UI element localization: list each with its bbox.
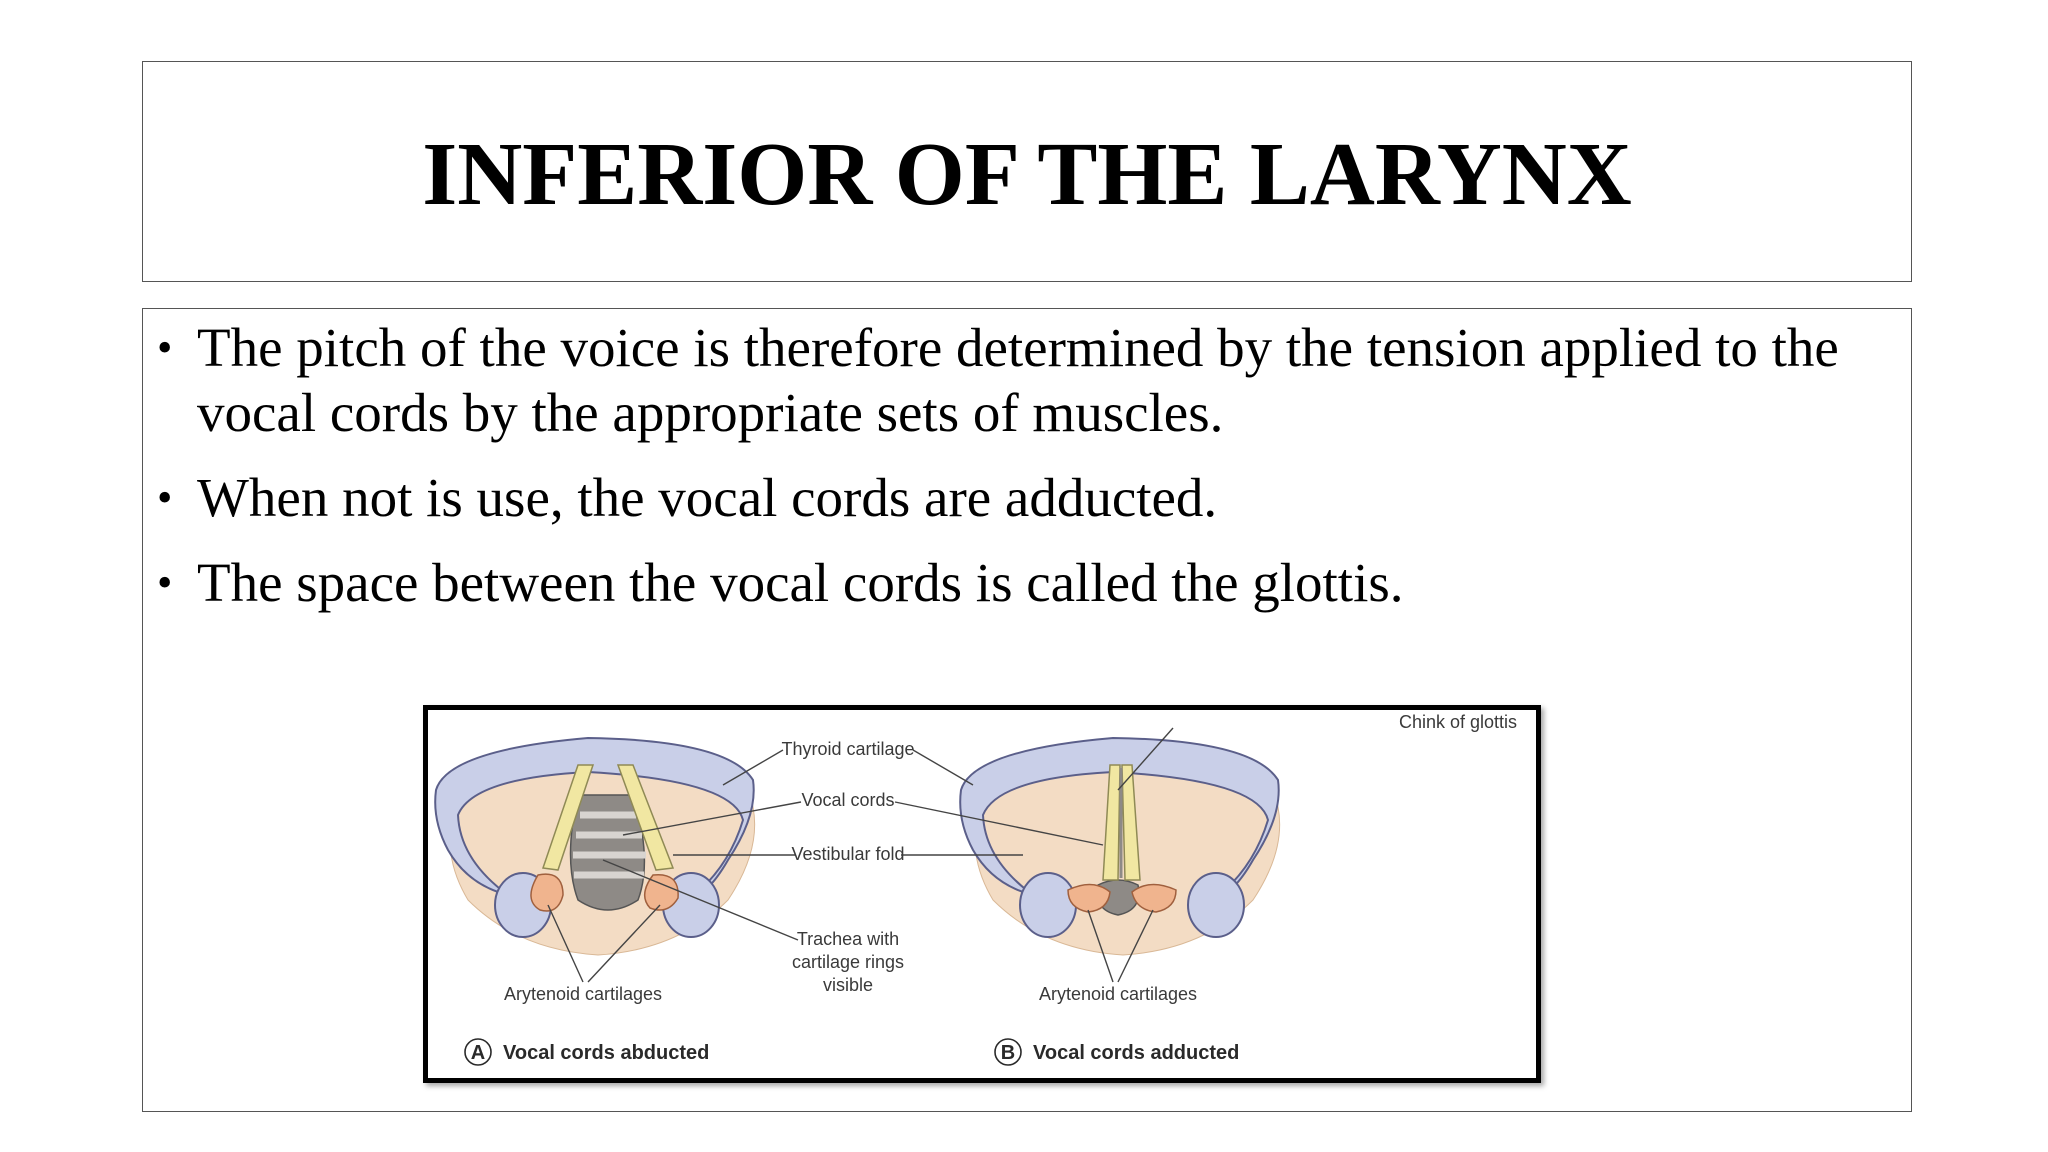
- bullet-item: [157, 465, 1907, 530]
- bullet-dot: •: [157, 323, 173, 372]
- larynx-figure: [423, 705, 1541, 1083]
- larynx-diagram: [428, 710, 1536, 1078]
- label-thyroid: Thyroid cartilage: [781, 739, 915, 759]
- label-trachea-1: Trachea with: [796, 929, 900, 949]
- bullet-text: The space between the vocal cords is called the glottis.: [197, 552, 1404, 613]
- label-vocal-cords: Vocal cords: [801, 790, 895, 810]
- bullet-item: [157, 315, 1907, 445]
- bullet-item: [157, 550, 1907, 615]
- leader-thyroid-b: [913, 750, 973, 785]
- arytenoid-right-a: [645, 875, 678, 910]
- arytenoid-left-a: [531, 874, 563, 911]
- label-trachea-3: visible: [822, 975, 874, 995]
- bullet-text: When not is use, the vocal cords are adducted.: [197, 467, 1218, 528]
- cornu-left-b: [1020, 873, 1076, 937]
- bullet-dot: •: [157, 473, 173, 522]
- bullet-dot: •: [157, 558, 173, 607]
- panel-a: [435, 738, 754, 955]
- label-vestibular: Vestibular fold: [791, 844, 905, 864]
- badge-a-letter: A: [470, 1042, 486, 1064]
- title-box: [142, 61, 1912, 282]
- bullet-text: The pitch of the voice is therefore determined by the tension applied to the vocal cords by the appropriate sets of muscles.: [197, 317, 1839, 443]
- bullet-list: [157, 315, 1907, 635]
- caption-b: Vocal cords adducted: [1033, 1042, 1240, 1064]
- label-trachea-2: cartilage rings: [791, 952, 905, 972]
- label-chink: Chink of glottis: [1398, 712, 1518, 732]
- caption-a: Vocal cords abducted: [503, 1042, 710, 1064]
- label-arytenoid-a: Arytenoid cartilages: [503, 984, 663, 1004]
- panel-b: [960, 738, 1279, 955]
- badge-b-letter: B: [1000, 1042, 1016, 1064]
- cornu-right-b: [1188, 873, 1244, 937]
- label-arytenoid-b: Arytenoid cartilages: [1038, 984, 1198, 1004]
- slide-title: INFERIOR OF THE LARYNX: [422, 124, 1632, 224]
